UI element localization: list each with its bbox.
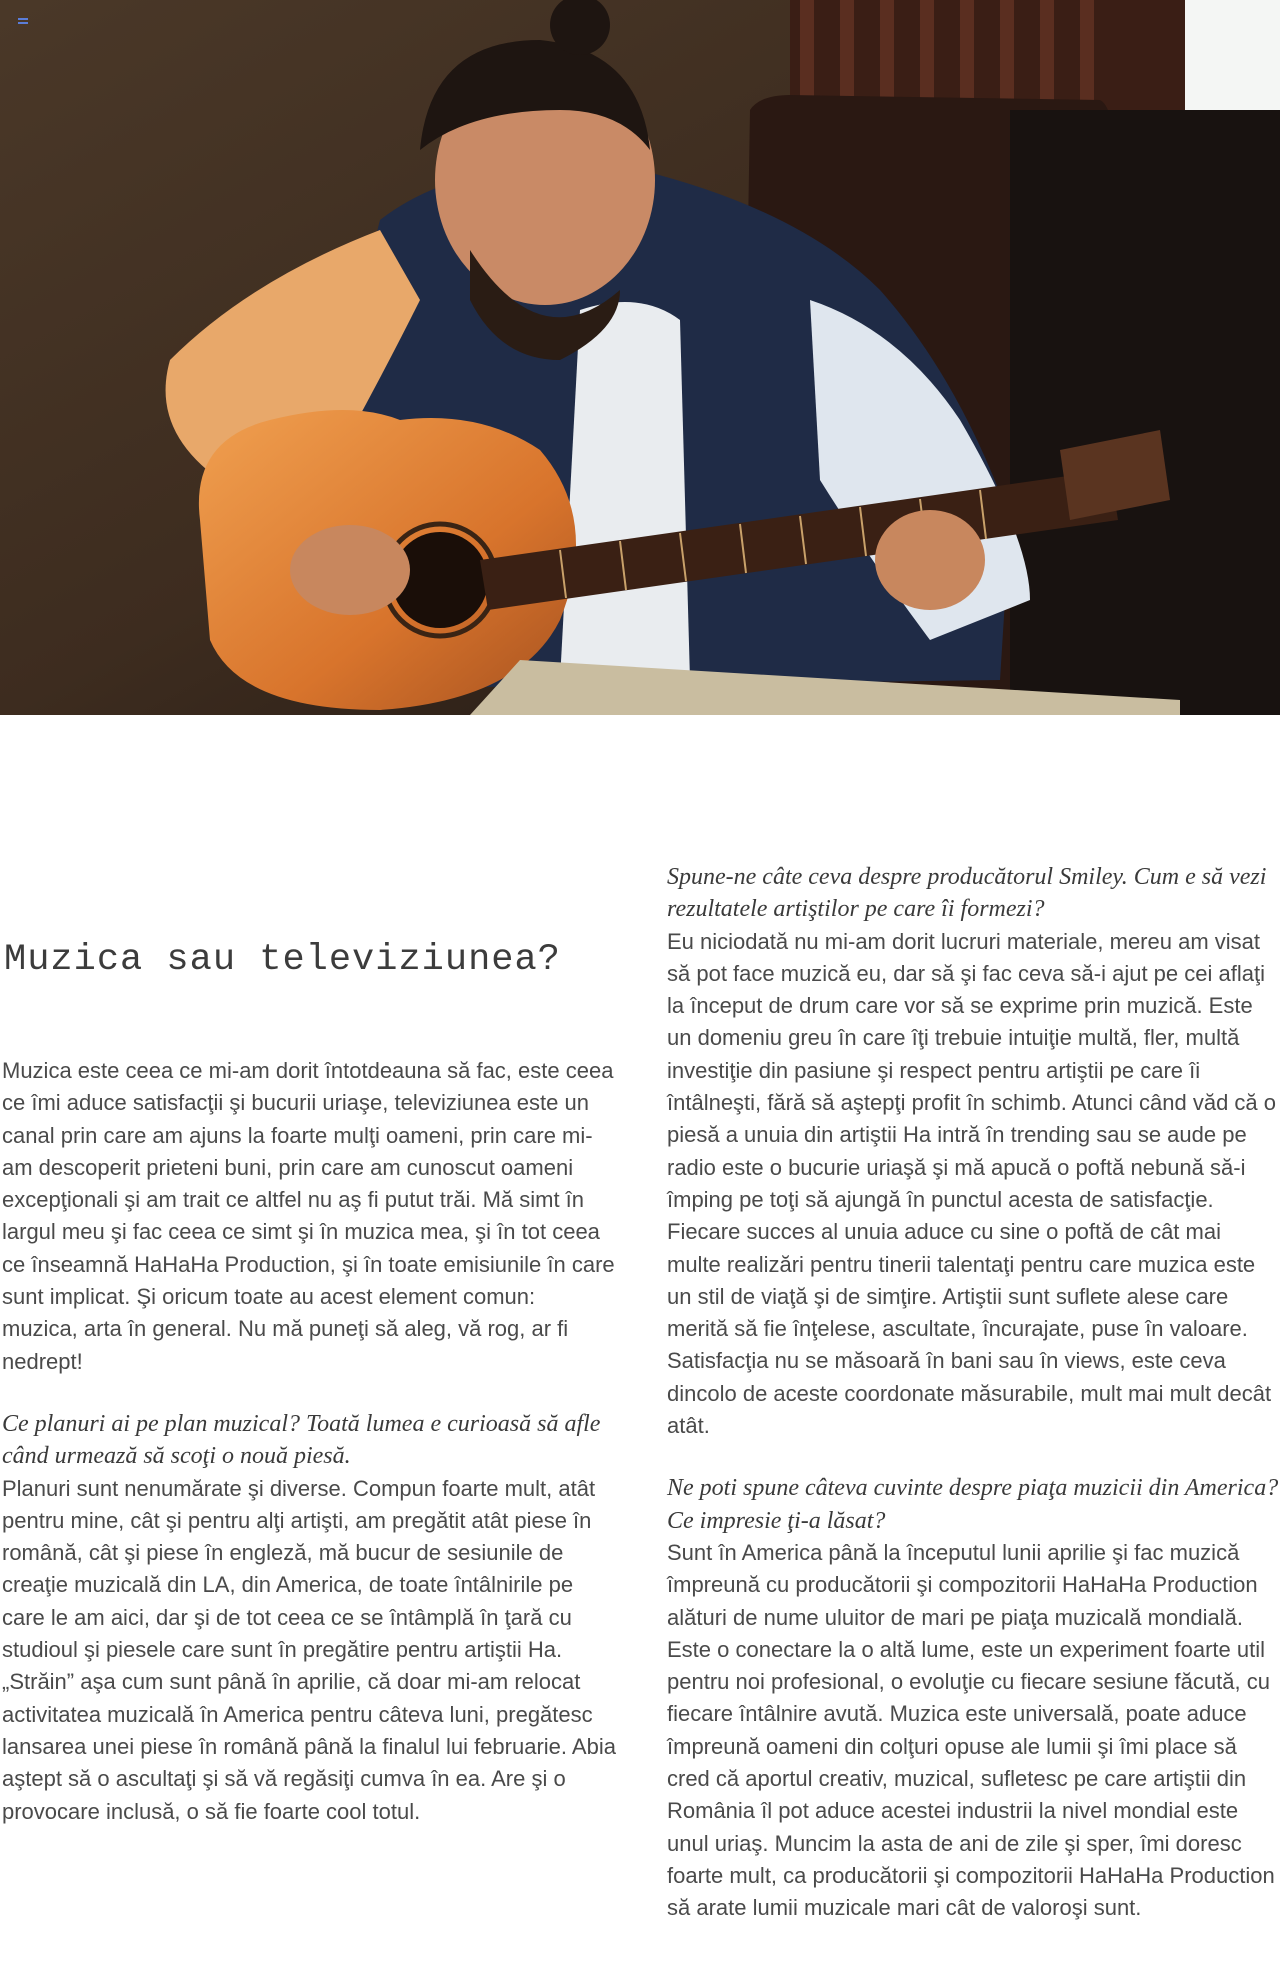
strumming-hand	[290, 525, 410, 615]
window	[1185, 0, 1280, 110]
answer-america: Sunt în America până la începutul lunii aprilie şi fac muzică împreună cu producătorii şi compozitorii HaHaHa Production alături de nume uluitor de mari pe piaţa muzicală mondială. Este o conectare la o altă lume, este un experiment foarte util pentru noi profesional, o evoluţie cu fiecare sesiune făcută, cu fiecare întâlnire avută. Muzica este universală, poate aduce împreună oameni din colţuri opuse ale lumii şi îmi place să cred că aportul creativ, muzical, sufletesc pe care artiştii din România îl pot aduce acestei industrii la nivel mondial este unul uriaş. Muncim la asta de ani de zile şi sper, îmi doresc foarte mult, ca producătorii şi compozitorii HaHaHa Production să arate lumii muzicale mari cât de valoroşi sunt.	[667, 1539, 1275, 1921]
answer-plans: Planuri sunt nenumărate şi diverse. Compun foarte mult, atât pentru mine, cât şi pentru alţi artişti, am pregătit atât piese în română, cât şi piese în engleză, mă bucur de sesiunile de creaţie muzicală din LA, din America, de toate întâlnirile pe care le am aici, dar şi de tot ceea ce se întâmplă în ţară cu studioul şi piesele care sunt în pregătire pentru artiştii Ha. „Străin” aşa cum sunt până în aprilie, că doar mi-am relocat activitatea muzicală în America pentru câteva luni, pregătesc lansarea unei piese în română până la finalul lui februarie. Abia aştept să o ascultaţi şi să vă regăsiţi cumva în ea. Are şi o provocare inclusă, o să fie foarte cool totul.	[2, 1475, 616, 1824]
question-america: Ne poti spune câteva cuvinte despre piaţa muzicii din America? Ce impresie ţi-a lăsat?	[667, 1475, 1279, 1534]
t-shirt	[560, 302, 690, 680]
dark-equipment	[1010, 110, 1280, 715]
question-plans: Ce planuri ai pe plan muzical? Toată lumea e curioasă să afle când urmează să scoţi o nouă piesă.	[2, 1410, 601, 1470]
menu-icon[interactable]	[18, 18, 28, 26]
question-smiley: Spune-ne câte ceva despre producătorul Smiley. Cum e să vezi rezultatele artiştilor pe care îi formezi?	[667, 864, 1267, 923]
answer-smiley: Eu niciodată nu mi-am dorit lucruri materiale, mereu am visat să pot face muzică eu, dar să şi fac ceva să-i ajut pe cei aflaţi la început de drum care vor să se exprime prin muzică. Este un domeniu greu în care îţi trebuie intuiţie multă, fler, multă investiţie din pasiune şi respect pentru artiştii pe care îi întâlneşti, fără să aştepţi profit în schimb. Atunci când văd că o piesă a unuia din artiştii Ha intră în trending sau se aude pe radio este o bucurie uriaşă şi mă apucă o poftă nebună să-i împing pe toţi să ajungă în punctul acesta de satisfacţie. Fiecare succes al unuia aduce cu sine o poftă de cât mai multe realizări pentru tinerii talentaţi pentru care muzica este un stil de viaţă şi de simţire. Artiştii sunt suflete alese care merită să fie înţelese, ascultate, încurajate, puse în valoare. Satisfacţia nu se măsoară în bani sau în views, este ceva dincolo de aceste coordonate măsurabile, mult mai mult decât atât.	[667, 928, 1276, 1439]
hero-photo	[0, 0, 1280, 715]
article-headline: Muzica sau televiziunea?	[4, 939, 561, 981]
fretting-hand	[875, 510, 985, 610]
left-column	[2, 1055, 617, 1828]
hero-illustration	[0, 0, 1280, 715]
right-column	[667, 861, 1280, 1925]
intro-paragraph: Muzica este ceea ce mi-am dorit întotdeauna să fac, este ceea ce îmi aduce satisfacţii şi bucurii uriaşe, televiziunea este un canal prin care am ajuns la foarte mulţi oameni, prin care mi-am descoperit prieteni buni, prin care am cunoscut oameni excepţionali şi am trait ce altfel nu aş fi putut trăi. Mă simt în largul meu şi fac ceea ce simt şi în muzica mea, şi în tot ceea ce înseamnă HaHaHa Production, şi în toate emisiunile în care sunt implicat. Şi oricum toate au acest element comun: muzica, arta în general. Nu mă puneţi să aleg, vă rog, ar fi nedrept!	[2, 1058, 615, 1374]
